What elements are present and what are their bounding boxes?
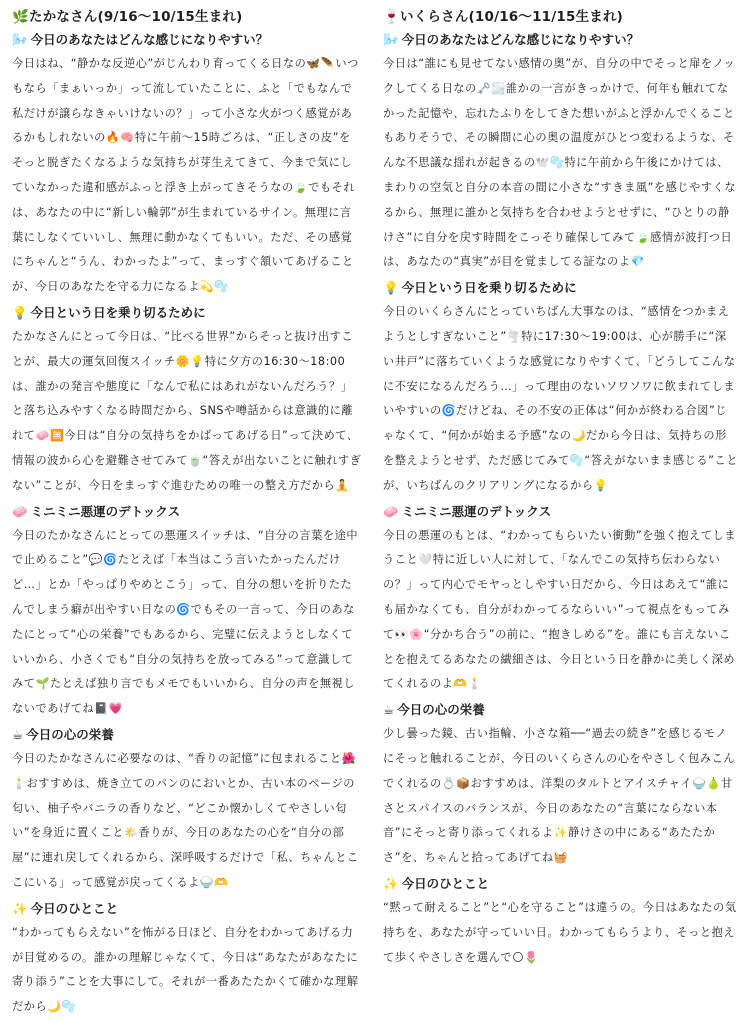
section-body-phrase: “わかってもらえない”を怖がる日ほど、自分をわかってあげる力が目覚めるの。誰かの理解じゃなくて、今日は“あなたがあなたに寄り添う”ことを大事にして。それが一番あたたかくて確かな理解だから🌙🫧 (12, 925, 359, 1014)
section-heading-phrase (383, 872, 738, 896)
section-body-survive: 今日のいくらさんにとっていちばん大事なのは、“感情をつかまえようとしすぎないこと”🌪️特に17:30〜19:00は、心が勝手に“深い井戸”に落ちていくような感覚になりやすくて、「どうしてこんなに不安になるんだろう…」って理由のないソワソワに飲まれてしまいやすいの🌀だけどね、その不安の正体は“何かが終わる合図”じゃなくて、“何かが始まる予感”なの🌙だから今日は、気持ちの形を整えようとせず、ただ感じてみて🫧“答えがないまま感じる”ことが、いちばんのクリアリングになるから💡 (383, 305, 738, 492)
section-heading-text: 今日の心の栄養 (26, 726, 114, 742)
lightbulb-icon: 💡 (12, 304, 28, 320)
section-heading-text: 今日という日を乗り切るために (30, 304, 206, 320)
sparkles-icon: ✨ (383, 875, 399, 891)
section-heading-survive (12, 301, 362, 325)
section-heading-detox (12, 500, 362, 524)
soap-icon: 🧼 (383, 503, 399, 519)
section-body-survive: たかなさんにとって今日は、“比べる世界”からそっと抜け出すことが、最大の運気回復スイッチ🌼💡特に夕方の16:30〜18:00は、誰かの発言や態度に「なんで私にはあれがないんだろう？」と落ち込みやすくなる時間だから、SNSや噂話からは意識的に離れて🧼🈚今日は“自分の気持ちをかばってあげる日”って決めて、情報の波から心を避難させてみて🍵“答えが出ないことに触れすぎない”ことが、今日をまっすぐ進むための唯一の整え方だから🧘 (12, 329, 362, 492)
section-heading-text: 今日のひとこと (30, 900, 119, 916)
section-heading-nourish (12, 723, 362, 747)
section-body-phrase: “黙って耐えること”と“心を守ること”は違うの。今日はあなたの気持ちを、あなたが守っていい日。わかってもらうより、そっと抱えて歩くやさしさを選んで🌕🌷 (383, 900, 737, 964)
wind-icon: 🌬️ (12, 32, 28, 47)
section-heading-text: ミニミニ悪運のデトックス (30, 503, 181, 519)
right-column-ikura (383, 6, 738, 971)
section-body-mood: 今日はね、“静かな反逆心”がじんわり育ってくる日なの🦋🪶いつもなら「まぁいっか」って流していたことに、ふと「でもなんで私だけが譲らなきゃいけないの？」って小さな火がつく感覚があるかもしれないの🔥🧠特に午前〜15時ごろは、“正しさの皮”をそっと脱ぎたくなるような気持ちが芽生えてきて、今まで気にしていなかった違和感がふっと浮き上がってきそうなの🍃でもそれは、あなたの中に“新しい輪郭”が生まれているサイン。無理に言葉にしなくていいし、無理に動かなくてもいい。ただ、その感覚にちゃんと“うん、わかったよ”って、まっすぐ頷いてあげることが、今日のあなたを守る力になるよ💫🫧 (12, 57, 359, 294)
section-body-mood: 今日は“誰にも見せてない感情の奥”が、自分の中でそっと扉をノックしてくる日なの🗝️🌫️誰かの一言がきっかけで、何年も触れてなかった記憶や、忘れたふりをしてきた想いがふと浮かんでくることもありそうで、その瞬間に心の奥の温度がひとつ変わるような、そんな不思議な揺れが起きるの🕊️🫧特に午前から午後にかけては、まわりの空気と自分の本音の間に小さな“すきま風”を感じやすくなるから、無理に誰かと気持ちを合わせようとせずに、“ひとりの静けさ”に自分を戻す時間をこっそり確保してみて🍃感情が波打つ日は、あなたの“真実”が目を覚ましてる証なのよ💎 (383, 57, 737, 269)
coffee-icon: ☕ (383, 702, 395, 718)
section-heading-text: 今日のひとこと (401, 875, 490, 891)
section-heading-text: 今日のあなたはどんな感じになりやすい？ (401, 32, 640, 47)
section-heading-text: 今日のあなたはどんな感じになりやすい？ (30, 32, 269, 47)
section-heading-mood (383, 28, 738, 52)
column-title: 🍷いくらさん(10/16〜11/15生まれ) (383, 9, 624, 25)
section-heading-text: ミニミニ悪運のデトックス (401, 503, 552, 519)
column-title: 🌿たかなさん(9/16〜10/15生まれ) (12, 9, 243, 25)
section-heading-mood (12, 28, 362, 52)
section-heading-survive (383, 276, 738, 300)
section-heading-detox (383, 500, 738, 524)
sparkles-icon: ✨ (12, 900, 28, 916)
section-body-detox: 今日の悪運のもとは、“わかってもらいたい衝動”を強く抱えてしまうこと🤍特に近しい人に対して、「なんでこの気持ち伝わらないの？」って内心でモヤっとしやすい日だから、今日はあえて“誰にも届かなくても、自分がわかってるならいい”って視点をもってみて👀🌸“分かち合う”の前に、“抱きしめる”を。誰にも言えないことを抱えてるあなたの繊細さは、今日という日を静かに美しく深めてくれるのよ🫶🕯️ (383, 528, 737, 691)
section-body-nourish: 今日のたかなさんに必要なのは、“香りの記憶”に包まれること🌺🕯️おすすめは、焼き立てのパンのにおいとか、古い本のページの匂い、柚子やバニラの香りなど、“どこか懐かしくてやさしい匂い”を身近に置くこと🌤️香りが、今日のあなたの心を“自分の部屋”に連れ戻してくれるから、深呼吸するだけで「私、ちゃんとここにいる」って感覚が戻ってくるよ🍚🫶 (12, 751, 359, 889)
section-heading-text: 今日という日を乗り切るために (401, 280, 577, 296)
soap-icon: 🧼 (12, 503, 28, 519)
wind-icon: 🌬️ (383, 32, 399, 47)
lightbulb-icon: 💡 (383, 280, 399, 296)
section-heading-nourish (383, 698, 738, 722)
coffee-icon: ☕ (12, 726, 24, 742)
section-body-nourish: 少し曇った鏡、古い指輪、小さな箱──“過去の続き”を感じるモノにそっと触れることが、今日のいくらさんの心をやさしく包みこんでくれるの💍📦おすすめは、洋梨のタルトとアイスチャイ🍚🍐甘さとスパイスのバランスが、今日のあなたの“言葉にならない本音”にそっと寄り添ってくれるよ✨静けさの中にある“あたたかさ”を、ちゃんと拾ってあげてね🧺 (383, 727, 736, 865)
section-body-detox: 今日のたかなさんにとっての悪運スイッチは、“自分の言葉を途中で止めること”💬🌀たとえば「本当はこう言いたかったんだけど…」とか「やっぱりやめとこう」って、自分の想いを折りたたんでしまう癖が出やすい日なの🌀でもその一言って、今日のあなたにとって“心の栄養”でもあるから、完璧に伝えようとしなくていいから、小さくでも“自分の気持ちを放ってみる”って意識してみて🌱たとえば独り言でもメモでもいいから、自分の声を無視しないであげてね📓💗 (12, 528, 359, 716)
section-heading-text: 今日の心の栄養 (397, 702, 485, 718)
left-column-takana (12, 6, 362, 1021)
section-heading-phrase (12, 897, 362, 921)
